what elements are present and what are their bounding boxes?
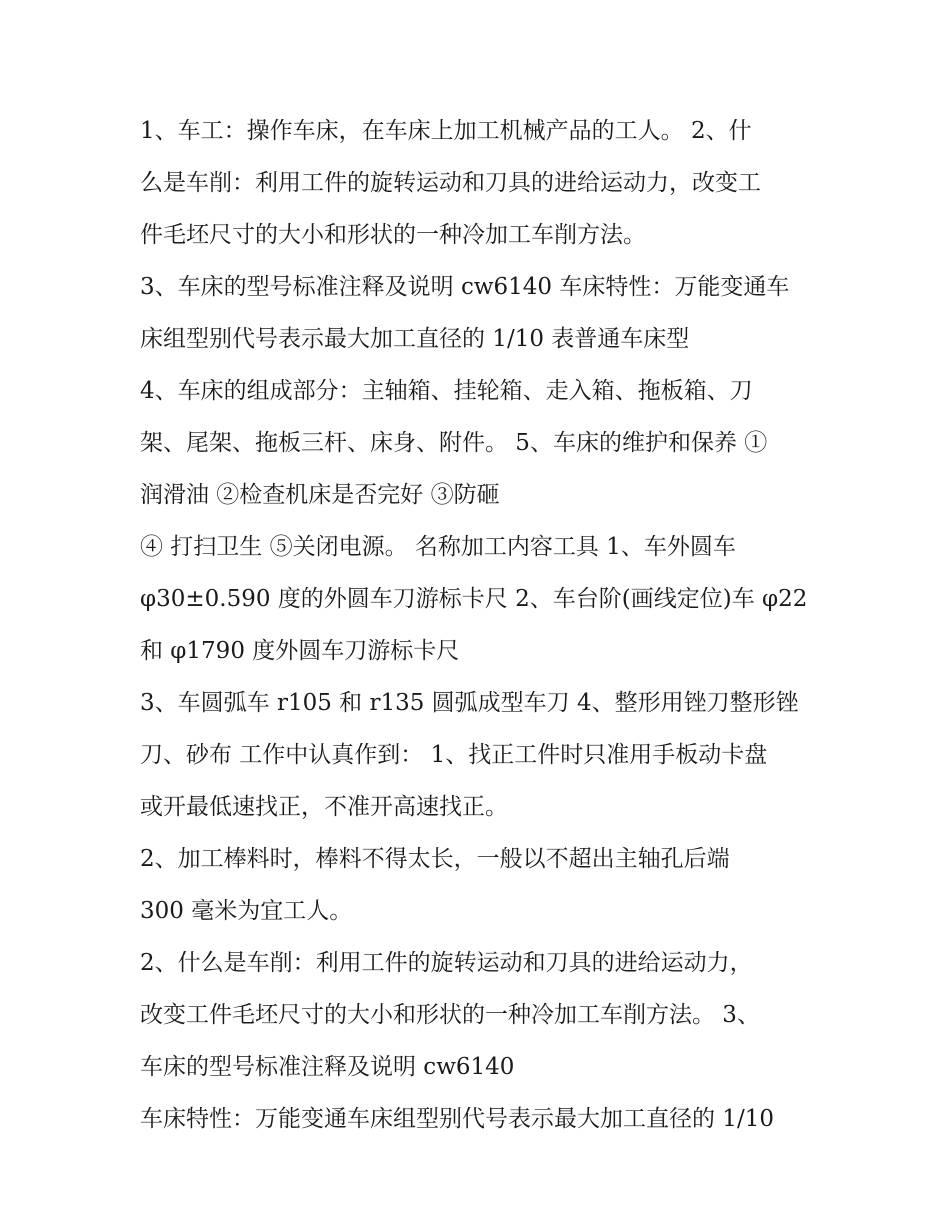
text-line: 1、车工：操作车床，在车床上加工机械产品的工人。 2、什 [140,118,752,144]
text-line: 4、车床的组成部分：主轴箱、挂轮箱、走入箱、拖板箱、刀 [140,378,753,404]
text-line: 床组型别代号表示最大加工直径的 1/10 表普通车床型 [140,326,690,352]
text-line: 3、车床的型号标准注释及说明 cw6140 车床特性：万能变通车 [140,274,790,300]
text-line: 车床的型号标准注释及说明 cw6140 [140,1054,515,1080]
document-body [140,105,820,1145]
text-line: 或开最低速找正，不准开高速找正。 [140,794,508,820]
text-line: 300 毫米为宜工人。 [140,898,353,924]
text-line: ④ 打扫卫生 ⑤关闭电源。 名称加工内容工具 1、车外圆车 [140,534,736,560]
text-line: 改变工件毛坯尺寸的大小和形状的一种冷加工车削方法。 3、 [140,1002,760,1028]
text-line: 车床特性：万能变通车床组型别代号表示最大加工直径的 1/10 [140,1106,774,1132]
text-line: 2、加工棒料时，棒料不得太长，一般以不超出主轴孔后端 [140,846,730,872]
text-line: 件毛坯尺寸的大小和形状的一种冷加工车削方法。 [140,222,646,248]
text-line: 么是车削：利用工件的旋转运动和刀具的进给运动力，改变工 [140,170,761,196]
text-line: φ30±0.590 度的外圆车刀游标卡尺 2、车台阶(画线定位)车 φ22 [140,586,808,612]
text-line: 刀、砂布 工作中认真作到： 1、找正工件时只准用手板动卡盘 [140,742,768,768]
text-line: 2、什么是车削：利用工件的旋转运动和刀具的进给运动力， [140,950,753,976]
text-line: 3、车圆弧车 r105 和 r135 圆弧成型车刀 4、整形用锉刀整形锉 [140,690,799,716]
text-line: 和 φ1790 度外圆车刀游标卡尺 [140,638,460,664]
text-line: 架、尾架、拖板三杆、床身、附件。 5、车床的维护和保养 ① [140,430,768,456]
text-line: 润滑油 ②检查机床是否完好 ③防砸 [140,482,500,508]
